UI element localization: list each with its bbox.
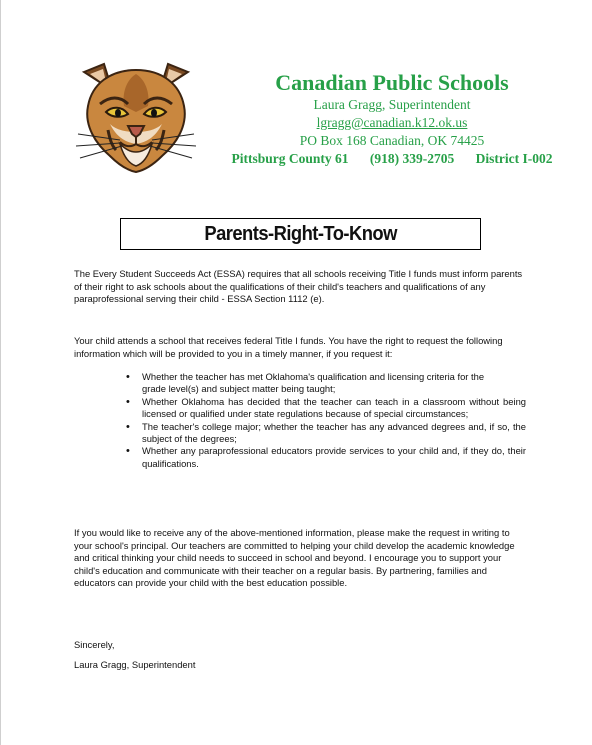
cougar-mascot-icon	[70, 60, 202, 184]
school-name: Canadian Public Schools	[275, 70, 509, 95]
closing: Sincerely,	[74, 639, 115, 650]
list-item: • Whether the teacher has met Oklahoma's qualification and licensing criteria for the	[126, 371, 526, 383]
rights-paragraph: Your child attends a school that receives federal Title I funds. You have the right to request the following information which will be provided to you in a timely manner, if you request it:	[74, 335, 503, 359]
intro-paragraph: The Every Student Succeeds Act (ESSA) requires that all schools receiving Title I funds must inform parents of their right to ask schools about the qualifications of their child's teachers and qualifications of any paraprofessional serving their child - ESSA Section 1112 (e).	[74, 268, 523, 305]
list-item: • Whether Oklahoma has decided that the teacher can teach in a classroom without being licensed or qualified under state regulations because of special circumstances;	[126, 396, 526, 421]
county-line	[212, 150, 572, 168]
county: Pittsburg County 61	[231, 151, 349, 166]
signature: Laura Gragg, Superintendent	[74, 659, 196, 670]
phone: (918) 339-2705	[369, 151, 455, 166]
list-item: • The teacher's college major; whether the teacher has any advanced degrees and, if so, the subject of the degrees;	[126, 421, 526, 446]
list-item-continuation: grade level(s) and subject matter being taught;	[142, 383, 336, 395]
page-title-box	[120, 218, 481, 250]
letterhead	[212, 70, 572, 168]
page-title: Parents-Right-To-Know	[204, 223, 397, 245]
district: District I-002	[475, 151, 553, 166]
request-paragraph: If you would like to receive any of the above-mentioned information, please make the request in writing to your school's principal. Our teachers are committed to helping your child develop the academic knowledge and critical thinking your child needs to succeed in school and beyond. I encourage you to support your child's education and communicate with their teacher on a regular basis. By partnering, families and educators can provide your child with the best education possible.	[74, 527, 515, 589]
mailing-address: PO Box 168 Canadian, OK 74425	[299, 133, 485, 148]
rights-list	[126, 371, 526, 470]
superintendent-line: Laura Gragg, Superintendent	[313, 97, 471, 112]
list-item: • Whether any paraprofessional educators provide services to your child and, if they do, their qualifications.	[126, 445, 526, 470]
email-link[interactable]: lgragg@canadian.k12.ok.us	[316, 115, 468, 130]
